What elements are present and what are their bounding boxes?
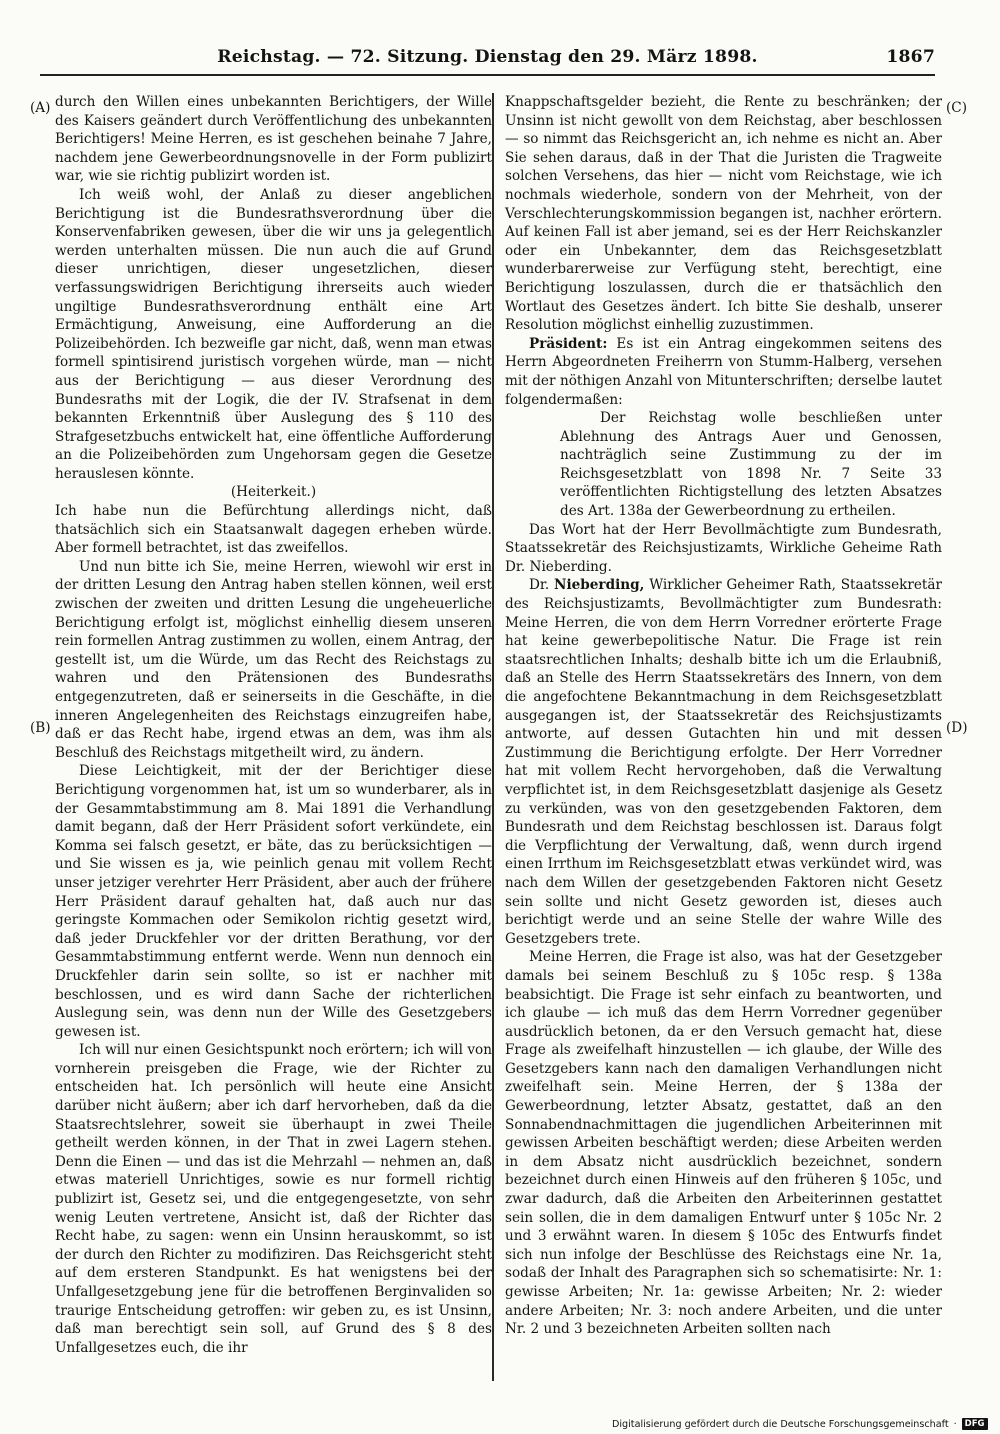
column-divider — [492, 93, 494, 1381]
margin-marker-c: (C) — [946, 100, 968, 116]
speaker-prefix: Dr. — [529, 577, 555, 594]
speech-text: Wirklicher Geheimer Rath, Staatssekretär des Reichsjustizamts, Bevollmächtigter zum Bundesrath: Meine Herren, die von dem Herrn Vorredner erörterte Frage hat keine gewerbepolitische Natur. Die Frage ist rein staatsrechtlichen Inhalts; deshalb bitte ich um die Erlaubniß, daß an Stelle des Herrn Staatssekretärs des Innern, von dem die angefochtene Bekanntmachung in dem Reichsgesetzblatt ausgegangen ist, der Staatssekretär des Reichsjustizamts antworte, auf dessen Gutachten hin und mit dessen Zustimmung die Berichtigung erfolgte. Der Herr Vorredner hat mit vollem Recht hervorgehoben, daß die Verwaltung verpflichtet ist, in dem Reichsgesetzblatt dasjenige als Gesetz zu verkünden, was von den gesetzgebenden Faktoren, dem Bundesrath und dem Reichstag beschlossen ist. Daraus folgt die Verpflichtung der Verwaltung, daß, wenn durch irgend einen Irrthum im Reichsgesetzblatt etwas verkündet wird, was nach dem Willen der gesetzgebenden Faktoren nicht Gesetz sein sollte und nicht Gesetz geworden ist, dieses auch berichtigt werde und an seine Stelle der wahre Wille des Gesetzgebers trete. — [505, 577, 942, 947]
speaker-name: Nieberding, — [554, 577, 645, 594]
margin-marker-b: (B) — [30, 720, 51, 736]
speaker-name: Präsident: — [529, 335, 608, 352]
paragraph: durch den Willen eines unbekannten Berichtigers, der Wille des Kaisers geändert durch Veröffentlichung des unbekannten Berichtigers! Meine Herren, es ist geschehen beinahe 7 Jahre, nachdem jene Gewerbeordnungsnovelle in der Form publizirt war, wie sie richtig publizirt worden ist. — [55, 94, 492, 185]
paragraph: Diese Leichtigkeit, mit der der Berichtiger diese Berichtigung vorgenommen hat, ist um so wunderbarer, als in der Gesammtabstimmung am 8. Mai 1891 die Verhandlung damit begann, daß der Herr Präsident sofort verkündete, ein Komma sei falsch gesetzt, er bäte, das zu berücksichtigen — und Sie wissen es ja, wie peinlich genau mit vollem Recht unser jetziger verehrter Herr Präsident, aber auch der frühere Herr Präsident darauf gehalten hat, daß auch nur das geringste Kommachen oder Semikolon richtig gesetzt wird, daß jeder Druckfehler vor der dritten Berathung, vor der Gesammtabstimmung entfernt werde. Wenn nun dennoch ein Druckfehler darin sein sollte, so ist er nachher mit beschlossen, und es wird dann Sache der richterlichen Auslegung sein, was denn nun der Wille des Gesetzgebers gewesen ist. — [55, 763, 492, 1040]
speaker-paragraph — [505, 576, 942, 948]
paragraph: Ich habe nun die Befürchtung allerdings nicht, daß thatsächlich sich ein Staatsanwalt dagegen erheben würde. Aber formell betrachtet, ist das zweifellos. — [55, 503, 492, 557]
left-column — [55, 93, 492, 1380]
paragraph: Ich weiß wohl, der Anlaß zu dieser angeblichen Berichtigung ist die Bundesrathsverordnung über die Konservenfabriken gewesen, über die wir uns ja gelegentlich werden unterhalten müssen. Die nun auch die auf Grund dieser unrichtigen, dieser ungesetzlichen, dieser verfassungswidrigen Berichtigung ihrerseits auch wieder ungiltige Bundesrathsverordnung enthält eine Art Ermächtigung, Anweisung, eine Aufforderung an die Polizeibehörden. Ich bezweifle gar nicht, daß, wenn man etwas formell spintisirend juristisch vorgehen würde, man — nicht aus der Berichtigung — aus dieser Verordnung des Bundesraths mit der Logik, die der IV. Strafsenat in dem bekannten Erkenntniß über Auslegung des § 110 des Strafgesetzbuchs entwickelt hat, eine öffentliche Aufforderung an die Polizeibehörden zum Ungehorsam gegen die Gesetze herauslesen könnte. — [55, 186, 492, 482]
paragraph: Und nun bitte ich Sie, meine Herren, wiewohl wir erst in der dritten Lesung den Antrag haben stellen können, weil erst zwischen der zweiten und dritten Lesung die ungeheuerliche Berichtigung erfolgt ist, möglichst einhellig diesem unseren rein formellen Antrag zustimmen zu wollen, einem Antrag, der gestellt ist, um die Würde, um das Recht des Reichstags zu wahren und den Prätensionen des Bundesraths entgegenzutreten, daß er seinerseits in die Geschäfte, in die inneren Angelegenheiten des Reichstags einzugreifen habe, daß er das Recht habe, irgend etwas an dem, was ihm als Beschluß des Reichstags mitgetheilt wird, zu ändern. — [55, 558, 492, 761]
dfg-logo: DFG — [962, 1418, 988, 1430]
footer-credit — [612, 1416, 1000, 1432]
page-number: 1867 — [886, 47, 935, 67]
paragraph: Das Wort hat der Herr Bevollmächtigte zum Bundesrath, Staatssekretär des Reichsjustizamts, Wirkliche Geheime Rath Dr. Nieberding. — [505, 521, 942, 575]
interjection: (Heiterkeit.) — [230, 484, 317, 501]
motion-text: Der Reichstag wolle beschließen unter Ablehnung des Antrags Auer und Genossen, nachträglich seine Zustimmung zu der im Reichsgesetzblatt von 1898 Nr. 7 Seite 33 veröffentlichten Richtigstellung des letzten Absatzes des Art. 138a der Gewerbeordnung zu ertheilen. — [560, 410, 942, 520]
footer-separator: · — [953, 1418, 957, 1430]
margin-marker-d: (D) — [946, 720, 968, 736]
footer-text: Digitalisierung gefördert durch die Deutsche Forschungsgemeinschaft — [612, 1418, 949, 1430]
right-column — [505, 93, 942, 1380]
header-rule — [40, 74, 935, 76]
running-title: Reichstag. — 72. Sitzung. Dienstag den 29. März 1898. — [217, 47, 758, 67]
speaker-paragraph — [505, 335, 942, 409]
paragraph: Meine Herren, die Frage ist also, was hat der Gesetzgeber damals bei seinem Beschluß zu § 105c resp. § 138a beabsichtigt. Die Frage ist sehr einfach zu beantworten, und ich glaube — ich muß das dem Herrn Vorredner gegenüber ausdrücklich betonen, da er den Versuch gemacht hat, diese Frage als zweifelhaft hinzustellen — ich glaube, der Wille des Gesetzgebers kann nach den damaligen Verhandlungen nicht zweifelhaft sein. Meine Herren, der § 138a der Gewerbeordnung, letzter Absatz, gestattet, daß an den Sonnabendnachmittagen die jugendlichen Arbeiterinnen mit gewissen Arbeiten beschäftigt werden; diese Arbeiten werden in dem Absatz nicht ausdrücklich bezeichnet, sondern bezeichnet durch einen Hinweis auf den früheren § 105c, und zwar dadurch, daß die Arbeiten den Arbeiterinnen gestattet sein sollen, die in dem damaligen Entwurf unter § 105c Nr. 2 und 3 erwähnt waren. In diesem § 105c des Entwurfs findet sich nun infolge der Beschlüsse des Reichstags eine Nr. 1a, sodaß der Inhalt des Paragraphen sich so schematisirte: Nr. 1: gewisse Arbeiten; Nr. 1a: gewisse Arbeiten; Nr. 2: wieder andere Arbeiten; Nr. 3: noch andere Arbeiten, und die unter Nr. 2 und 3 bezeichneten Arbeiten sollten nach — [505, 949, 942, 1338]
paragraph: Knappschaftsgelder bezieht, die Rente zu beschränken; der Unsinn ist nicht gewollt von dem Reichstag, aber beschlossen — so nimmt das Reichsgericht an, ich nehme es nicht an. Aber Sie sehen daraus, daß in der That die Juristen die Tragweite solchen Versehens, das hier — nicht vom Reichstage, wie ich nochmals wiederhole, sondern von der Mehrheit, von der Verschlechterungskommission begangen ist, nachher erörtern. Auf keinen Fall ist aber jemand, sei es der Herr Reichskanzler oder ein Unbekannter, dem das Reichsgesetzblatt wunderbarerweise zur Verfügung steht, berechtigt, eine Berichtigung loszulassen, durch die er thatsächlich den Wortlaut des Gesetzes ändert. Ich bitte Sie deshalb, unserer Resolution möglichst einhellig zuzustimmen. — [505, 94, 942, 334]
paragraph: Ich will nur einen Gesichtspunkt noch erörtern; ich will von vornherein preisgeben die Frage, wie der Richter zu entscheiden hat. Ich persönlich will heute eine Ansicht darüber nicht äußern; aber ich darf hervorheben, daß da die Staatsrechtslehrer, soweit sie überhaupt in zwei Theile getheilt werden können, in der That in zwei Lagern stehen. Denn die Einen — und das ist die Mehrzahl — nehmen an, daß etwas materiell Unrichtiges, sowie es nur formell richtig publizirt ist, Gesetz sei, und die entgegengesetzte, von sehr wenig Leuten vertretene, Ansicht ist, daß der Richter das Recht habe, zu sagen: wenn ein Unsinn herauskommt, so ist der durch den Richter zu modifiziren. Das Reichsgericht steht auf dem ersteren Standpunkt. Es hat wenigstens bei der Unfallgesetzgebung jene für die betroffenen Berginvaliden so traurige Entscheidung getroffen: wir geben zu, es ist Unsinn, daß man berechtigt sein soll, auf Grund des § 8 des Unfallgesetzes euch, die ihr — [55, 1042, 492, 1356]
margin-marker-a: (A) — [30, 100, 51, 116]
speech-text: Es ist ein Antrag eingekommen seitens des Herrn Abgeordneten Freiherrn von Stumm-Halberg, versehen mit der nöthigen Anzahl von Mitunterschriften; derselbe lautet folgendermaßen: — [505, 335, 942, 408]
page-header — [40, 44, 935, 74]
